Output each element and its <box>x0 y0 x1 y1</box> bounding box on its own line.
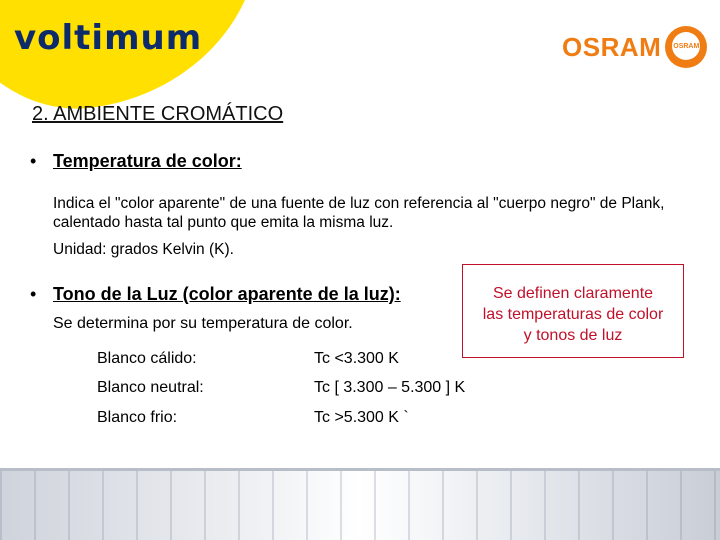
bullet-icon: • <box>30 151 37 171</box>
osram-logo-text: OSRAM <box>562 31 662 62</box>
color-temperature-unit: Unidad: grados Kelvin (K). <box>53 241 234 258</box>
callout-line: y tonos de luz <box>523 327 623 344</box>
color-temperature-description: Indica el "color aparente" de una fuente de luz con referencia al "cuerpo negro" de Plank, calentado hasta tal punto que emita la misma luz. <box>53 195 665 231</box>
callout-box <box>462 264 684 358</box>
section-heading-color-temperature: Temperatura de color: <box>53 151 242 171</box>
tone-label-neutral: Blanco neutral: <box>97 379 204 396</box>
section-heading-light-tone: Tono de la Luz (color aparente de la luz): <box>53 284 401 304</box>
tone-value-neutral: Tc [ 3.300 – 5.300 ] K <box>314 379 466 396</box>
callout-line: Se definen claramente <box>492 285 654 302</box>
light-tone-description: Se determina por su temperatura de color. <box>53 315 353 332</box>
tone-label-warm: Blanco cálido: <box>97 350 197 367</box>
callout-line: las temperaturas de color <box>482 306 664 323</box>
osram-bulb-icon <box>665 26 707 68</box>
footer-decorative-image <box>0 468 720 540</box>
tone-value-cold: Tc >5.300 K ` <box>314 409 409 426</box>
osram-logo <box>562 26 707 68</box>
tone-label-cold: Blanco frio: <box>97 409 178 426</box>
tone-value-warm: Tc <3.300 K <box>314 350 399 367</box>
osram-bulb-label: OSRAM <box>672 32 700 60</box>
slide-title: 2. AMBIENTE CROMÁTICO <box>32 103 284 125</box>
bullet-icon: • <box>30 284 37 304</box>
voltimum-logo: voltimum <box>14 18 203 58</box>
